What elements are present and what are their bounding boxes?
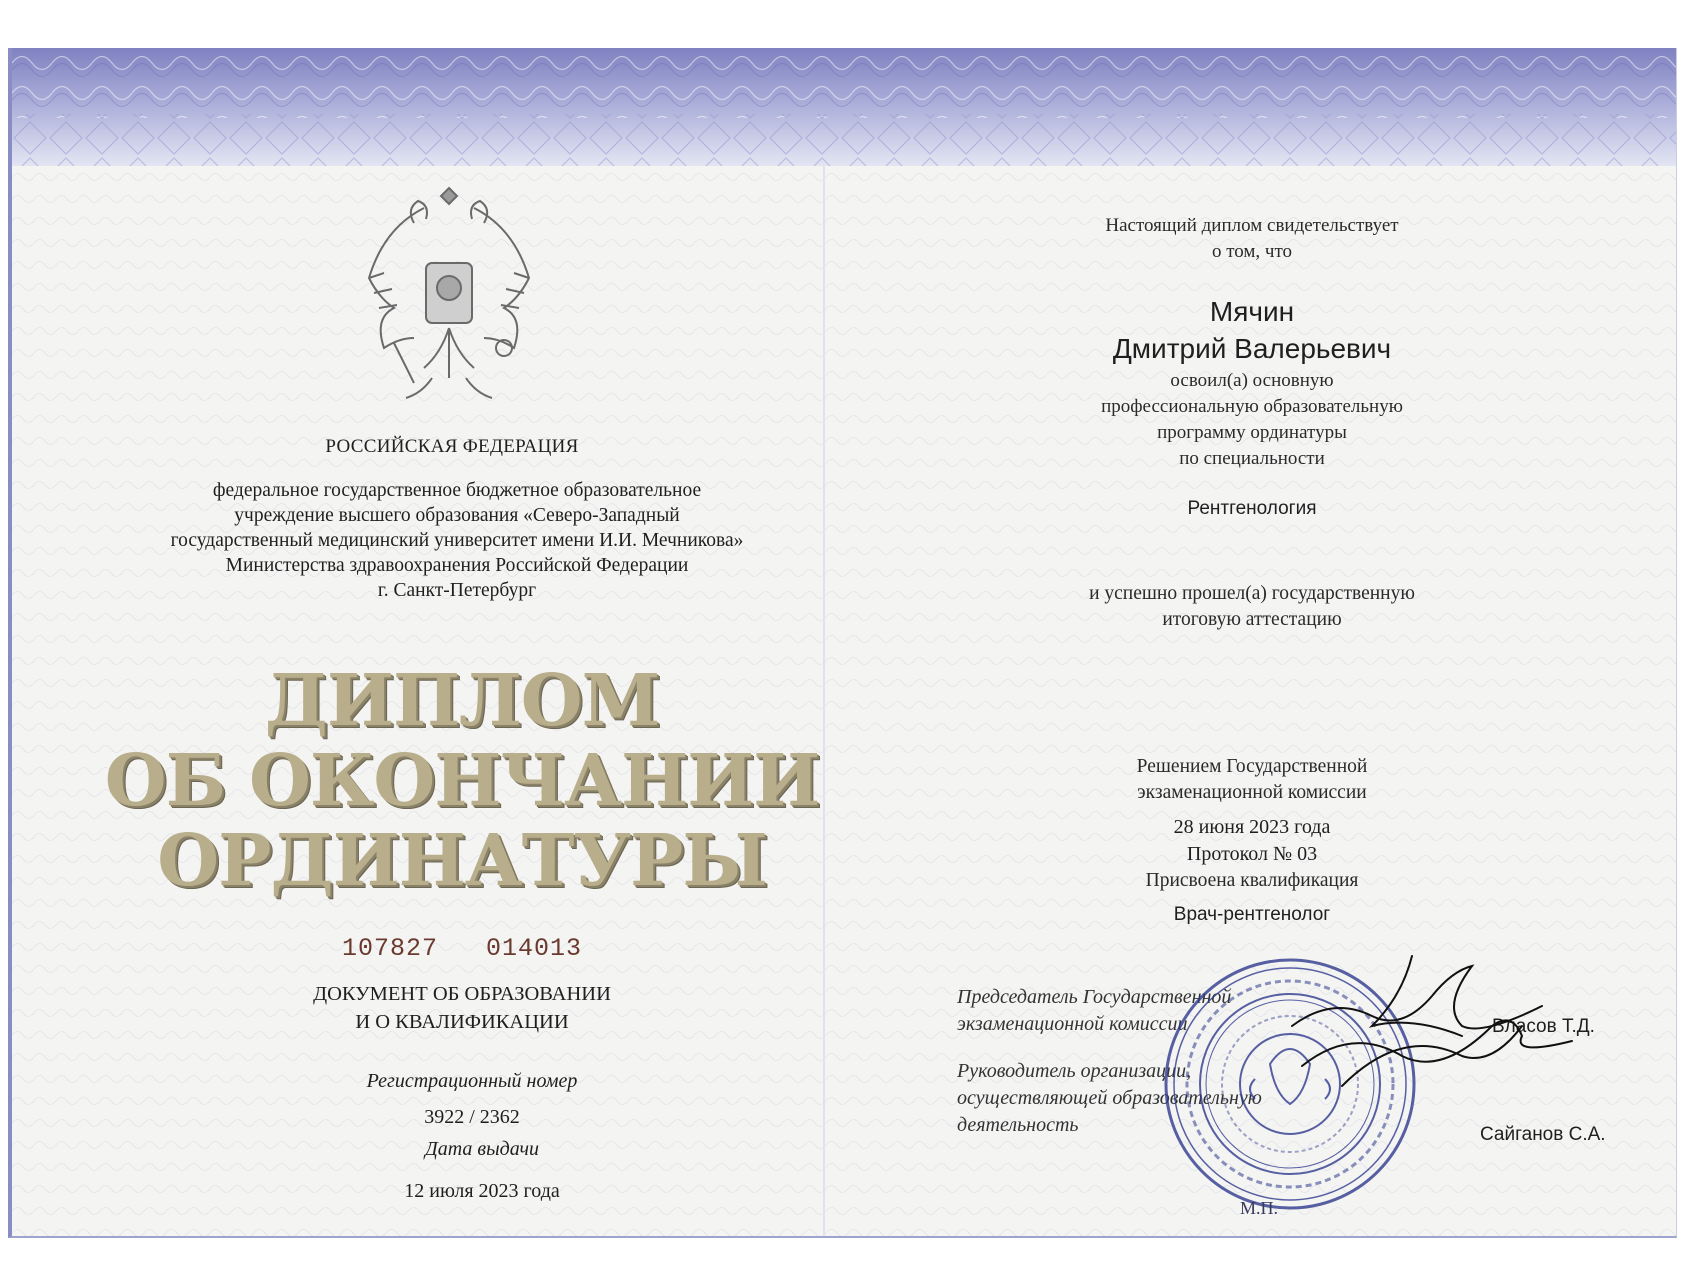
registration-label: Регистрационный номер: [366, 1070, 578, 1092]
decision-date: 28 июня 2023 года: [1173, 816, 1331, 838]
graduate-surname: Мячин: [1209, 296, 1295, 327]
graduate-given-names: Дмитрий Валерьевич: [1112, 333, 1392, 364]
program-line: освоил(а) основную: [1170, 370, 1334, 391]
title-line: ДИПЛОМ: [264, 658, 660, 742]
attestation-line: и успешно прошел(а) государственную: [1089, 583, 1415, 604]
decision-details: [1092, 814, 1412, 868]
title-line: ОБ ОКОНЧАНИИ: [104, 738, 820, 822]
serial-number: 107827 014013: [341, 934, 583, 963]
institution-line: г. Санкт-Петербург: [377, 580, 537, 601]
qualification-label: Присвоена квалификация: [1145, 870, 1359, 891]
program-line: по специальности: [1179, 448, 1325, 469]
commission-decision: [1072, 754, 1432, 806]
issue-date: 12 июля 2023 года: [404, 1180, 560, 1202]
issue-date-label: Дата выдачи: [424, 1138, 540, 1160]
graduate-name: [1032, 293, 1472, 367]
qualification: Врач-рентгенолог: [1173, 904, 1331, 925]
decision-line: Решением Государственной: [1136, 756, 1368, 777]
chair-name: Власов Т.Д.: [1492, 1016, 1595, 1037]
handwritten-signatures: [1282, 936, 1582, 1106]
decision-line: экзаменационной комиссии: [1137, 782, 1367, 803]
seal-place-mark: М.П.: [1240, 1198, 1279, 1218]
specialty: Рентгенология: [1187, 498, 1317, 519]
document-type-line: ДОКУМЕНТ ОБ ОБРАЗОВАНИИ: [313, 983, 611, 1005]
intro-line: Настоящий диплом свидетельствует: [1105, 215, 1399, 236]
institution-line: государственный медицинский университет имени И.И. Мечникова»: [170, 530, 744, 551]
document-type: [232, 980, 692, 1036]
attestation-statement: [1032, 581, 1472, 633]
title-line: ОРДИНАТУРЫ: [157, 818, 767, 902]
head-label-line: Руководитель организации,: [957, 1060, 1192, 1082]
decorative-top-band: [12, 48, 1676, 166]
country-name: РОССИЙСКАЯ ФЕДЕРАЦИЯ: [325, 436, 579, 457]
institution-line: учреждение высшего образования «Северо-Западный: [234, 505, 680, 526]
document-type-line: И О КВАЛИФИКАЦИИ: [355, 1011, 569, 1033]
institution-name: [117, 478, 797, 603]
chair-label-line: Председатель Государственной: [957, 986, 1232, 1008]
institution-line: Министерства здравоохранения Российской Федерации: [225, 555, 689, 576]
certificate-intro: [1052, 213, 1452, 265]
diploma-title: [72, 660, 852, 900]
registration-number: 3922 / 2362: [424, 1106, 520, 1128]
coat-of-arms-emblem: [354, 178, 544, 408]
program-statement: [1042, 368, 1462, 472]
chair-label-line: экзаменационной комиссии: [957, 1013, 1188, 1035]
intro-line: о том, что: [1211, 241, 1293, 262]
institution-line: федеральное государственное бюджетное образовательное: [212, 480, 702, 501]
attestation-line: итоговую аттестацию: [1162, 609, 1342, 630]
program-line: профессиональную образовательную: [1101, 396, 1403, 417]
head-label-line: деятельность: [957, 1114, 1079, 1136]
diploma-document: [8, 48, 1677, 1238]
head-name: Сайганов С.А.: [1480, 1124, 1606, 1145]
program-line: программу ординатуры: [1157, 422, 1347, 443]
protocol-number: Протокол № 03: [1186, 843, 1318, 865]
head-label-line: осуществляющей образовательную: [957, 1087, 1262, 1109]
